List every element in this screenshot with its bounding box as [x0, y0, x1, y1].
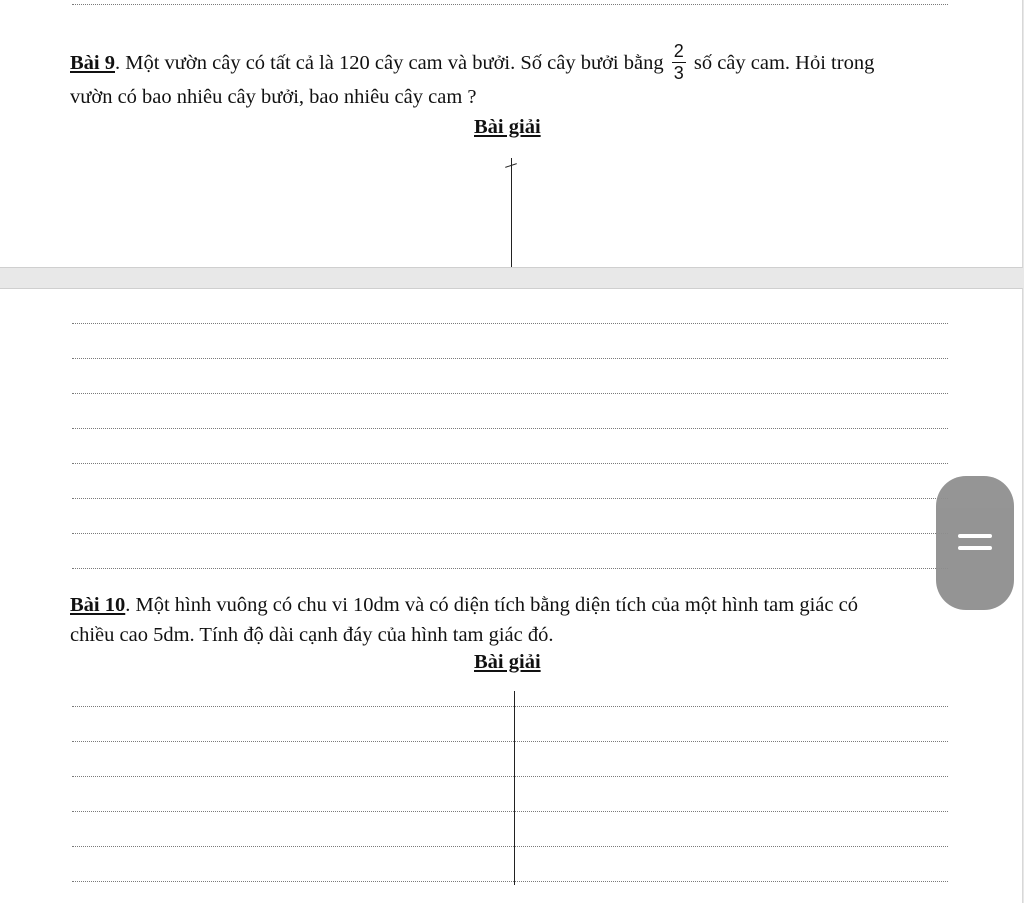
- problem-10-text: . Một hình vuông có chu vi 10dm và có diện tích bằng diện tích của một hình tam giác có: [125, 594, 858, 616]
- answer-line: [72, 776, 948, 777]
- solution-heading-9: Bài giải: [474, 116, 541, 138]
- answer-line: [72, 706, 948, 707]
- answer-line: [72, 393, 948, 394]
- page-top: [0, 0, 1023, 268]
- problem-9-text-b: số cây cam. Hỏi trong: [693, 52, 875, 75]
- problem-9-line-1: [70, 41, 875, 85]
- answer-line: [72, 741, 948, 742]
- answer-line: [72, 323, 948, 324]
- answer-line: [72, 428, 948, 429]
- answer-line: [72, 4, 948, 5]
- problem-10-line-1: [70, 592, 858, 618]
- answer-line: [72, 568, 948, 569]
- scroll-drag-handle[interactable]: [936, 476, 1014, 610]
- answer-line: [72, 533, 948, 534]
- handle-bar: [958, 546, 992, 550]
- fraction-denominator: 3: [673, 63, 684, 83]
- answer-line: [72, 463, 948, 464]
- answer-line: [72, 846, 948, 847]
- solution-heading-10: Bài giải: [474, 651, 541, 673]
- problem-9-line-2: vườn có bao nhiêu cây bưởi, bao nhiêu cây cam ?: [70, 86, 477, 108]
- answer-line: [72, 498, 948, 499]
- handwritten-stroke: [511, 158, 512, 267]
- problem-10-line-2: chiều cao 5dm. Tính độ dài cạnh đáy của hình tam giác đó.: [70, 624, 554, 646]
- problem-9-label: Bài 9: [70, 52, 115, 75]
- handle-bar: [958, 534, 992, 538]
- problem-9-text-a: . Một vườn cây có tất cả là 120 cây cam và bưởi. Số cây bưởi bằng: [115, 52, 664, 75]
- handwritten-stroke: [514, 691, 515, 885]
- fraction: [672, 42, 686, 83]
- page-bottom: [0, 288, 1023, 903]
- answer-line: [72, 358, 948, 359]
- answer-line: [72, 881, 948, 882]
- answer-line: [72, 811, 948, 812]
- problem-10-label: Bài 10: [70, 594, 126, 616]
- fraction-numerator: 2: [673, 41, 684, 61]
